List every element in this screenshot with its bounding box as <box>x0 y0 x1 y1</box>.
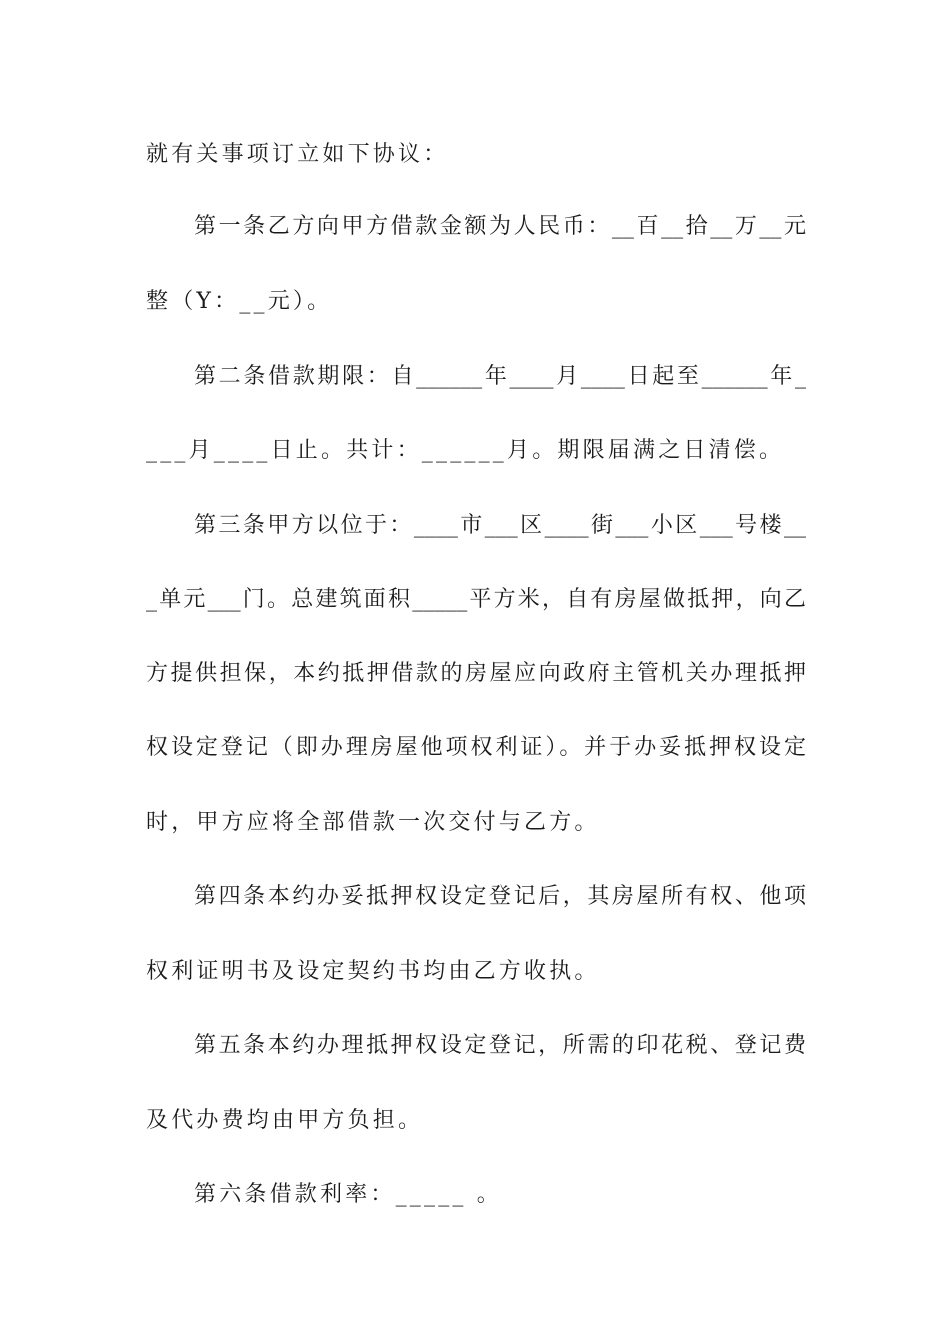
text-line-article-1-cont: 整（Y：__元）。 <box>146 289 333 314</box>
text-line-article-5: 第五条本约办理抵押权设定登记，所需的印花税、登记费 <box>194 1033 806 1058</box>
text-line-article-3-cont-1: _单元___门。总建筑面积_____平方米，自有房屋做抵押，向乙 <box>146 587 806 612</box>
text-line-article-5-cont: 及代办费均由甲方负担。 <box>146 1108 424 1133</box>
text-line-article-1: 第一条乙方向甲方借款金额为人民币：__百__拾__万__元 <box>194 214 806 239</box>
text-line-article-2: 第二条借款期限：自______年____月____日起至______年_ <box>194 364 806 389</box>
text-line-article-6: 第六条借款利率：_____ 。 <box>194 1182 502 1207</box>
text-line-article-3-cont-4: 时，甲方应将全部借款一次交付与乙方。 <box>146 810 600 835</box>
text-line-article-4-cont: 权利证明书及设定契约书均由乙方收执。 <box>146 959 600 984</box>
text-line-article-2-cont: ___月____日止。共计：______月。期限届满之日清偿。 <box>146 438 785 463</box>
text-line-article-4: 第四条本约办妥抵押权设定登记后，其房屋所有权、他项 <box>194 884 806 909</box>
text-line-intro: 就有关事项订立如下协议： <box>146 142 449 167</box>
text-line-article-3-cont-2: 方提供担保，本约抵押借款的房屋应向政府主管机关办理抵押 <box>146 661 806 686</box>
text-line-article-3: 第三条甲方以位于：____市___区____街___小区___号楼__ <box>194 513 806 538</box>
text-line-article-3-cont-3: 权设定登记（即办理房屋他项权利证）。并于办妥抵押权设定 <box>146 735 806 760</box>
